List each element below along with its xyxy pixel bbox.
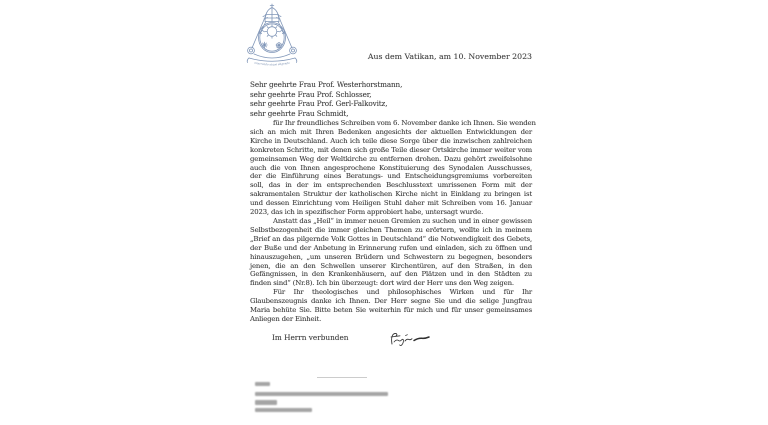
body-line: Glaubenszeugnis danke ich Ihnen. Der Herr segne Sie und die selige Jungfrau — [250, 297, 532, 306]
pope-signature-icon — [388, 330, 436, 350]
body-line: Anliegen der Einheit. — [250, 314, 322, 323]
redacted-address-line — [255, 408, 312, 412]
redacted-address-line — [255, 400, 277, 405]
salutation-line: Sehr geehrte Frau Prof. Westerhorstmann, — [250, 80, 403, 89]
motto-text: miserando atque eligendo — [254, 60, 290, 67]
address-divider — [317, 377, 367, 378]
body-line: der die Einführung eines Beratungs- und Entscheidungsgremiums vorbereiten — [250, 172, 532, 181]
redacted-address-line — [255, 382, 270, 386]
body-line: hinauszugehen, „um unseren Brüdern und Schwestern zu begegnen, besonders — [250, 252, 532, 261]
body-line: konkreten Schritte, mit denen sich große Teile dieser Ortskirche immer weiter vom — [250, 145, 532, 154]
body-line: Kirche in Deutschland. Auch ich teile diese Sorge über die inzwischen zahlreichen — [250, 136, 532, 145]
salutation-line: sehr geehrte Frau Prof. Gerl-Falkovitz, — [250, 99, 388, 108]
body-line: Anstatt das „Heil“ in immer neuen Gremien zu suchen und in einer gewissen — [273, 216, 532, 225]
body-line: Gefängnissen, in den Krankenhäusern, auf den Plätzen und in den Städten zu — [250, 270, 532, 279]
body-line: Für Ihr theologisches und philosophisches Wirken und für Ihr — [273, 288, 532, 297]
body-line: gemeinsamen Weg der Weltkirche zu entfernen drohen. Dazu gehört zweifelsohne — [250, 154, 532, 163]
redacted-address-line — [255, 392, 388, 396]
salutation-line: sehr geehrte Frau Prof. Schlosser, — [250, 89, 372, 99]
star-emblem — [262, 42, 268, 48]
salutation — [250, 80, 402, 118]
body-line: der Buße und der Anbetung in Erinnerung rufen und einladen, sich zu öffnen und — [250, 243, 532, 252]
ihs-sun-emblem — [265, 25, 279, 39]
body-line: auch die von Ihnen angesprochene Konstituierung des Synodalen Ausschusses, — [250, 163, 532, 172]
body-line: und dessen Einrichtung vom Heiligen Stuhl daher mit Schreiben vom 16. Januar — [250, 199, 532, 208]
valediction: Im Herrn verbunden — [272, 333, 349, 342]
body-line: für Ihr freundliches Schreiben vom 6. November danke ich Ihnen. Sie wenden — [273, 119, 536, 127]
letter-body — [250, 119, 536, 324]
flower-emblem — [276, 43, 282, 48]
body-line: finden sind“ (Nr.8). Ich bin überzeugt: dort wird der Herr uns den Weg zeigen. — [250, 279, 514, 288]
date-line: Aus dem Vatikan, am 10. November 2023 — [367, 52, 532, 61]
body-line: sich an mich mit Ihren Bedenken angesichts der aktuellen Entwicklungen der — [250, 127, 532, 136]
body-line: Maria behüte Sie. Bitte beten Sie weiterhin für mich und für unser gemeinsames — [250, 306, 532, 315]
mitre-cross — [270, 4, 274, 8]
body-line: jenen, die an den Schwellen unserer Kirchentüren, auf den Straßen, in den — [250, 261, 532, 270]
body-line: Selbstbezogenheit die immer gleichen Themen zu erörtern, wollte ich in meinem — [250, 225, 532, 234]
mitre-lappets — [259, 22, 285, 34]
body-line: sakramentalen Struktur der katholischen Kirche nicht in Einklang zu bringen ist — [250, 190, 532, 199]
salutation-line: sehr geehrte Frau Schmidt, — [250, 108, 349, 118]
mitre — [265, 8, 279, 22]
body-line: „Brief an das pilgernde Volk Gottes in Deutschland“ die Notwendigkeit des Gebets, — [250, 234, 532, 243]
body-line: 2023, das ich in spezifischer Form approbiert habe, untersagt wurde. — [250, 208, 484, 217]
body-line: soll, das in der im entsprechenden Beschlusstext umrissenen Form mit der — [250, 181, 532, 190]
